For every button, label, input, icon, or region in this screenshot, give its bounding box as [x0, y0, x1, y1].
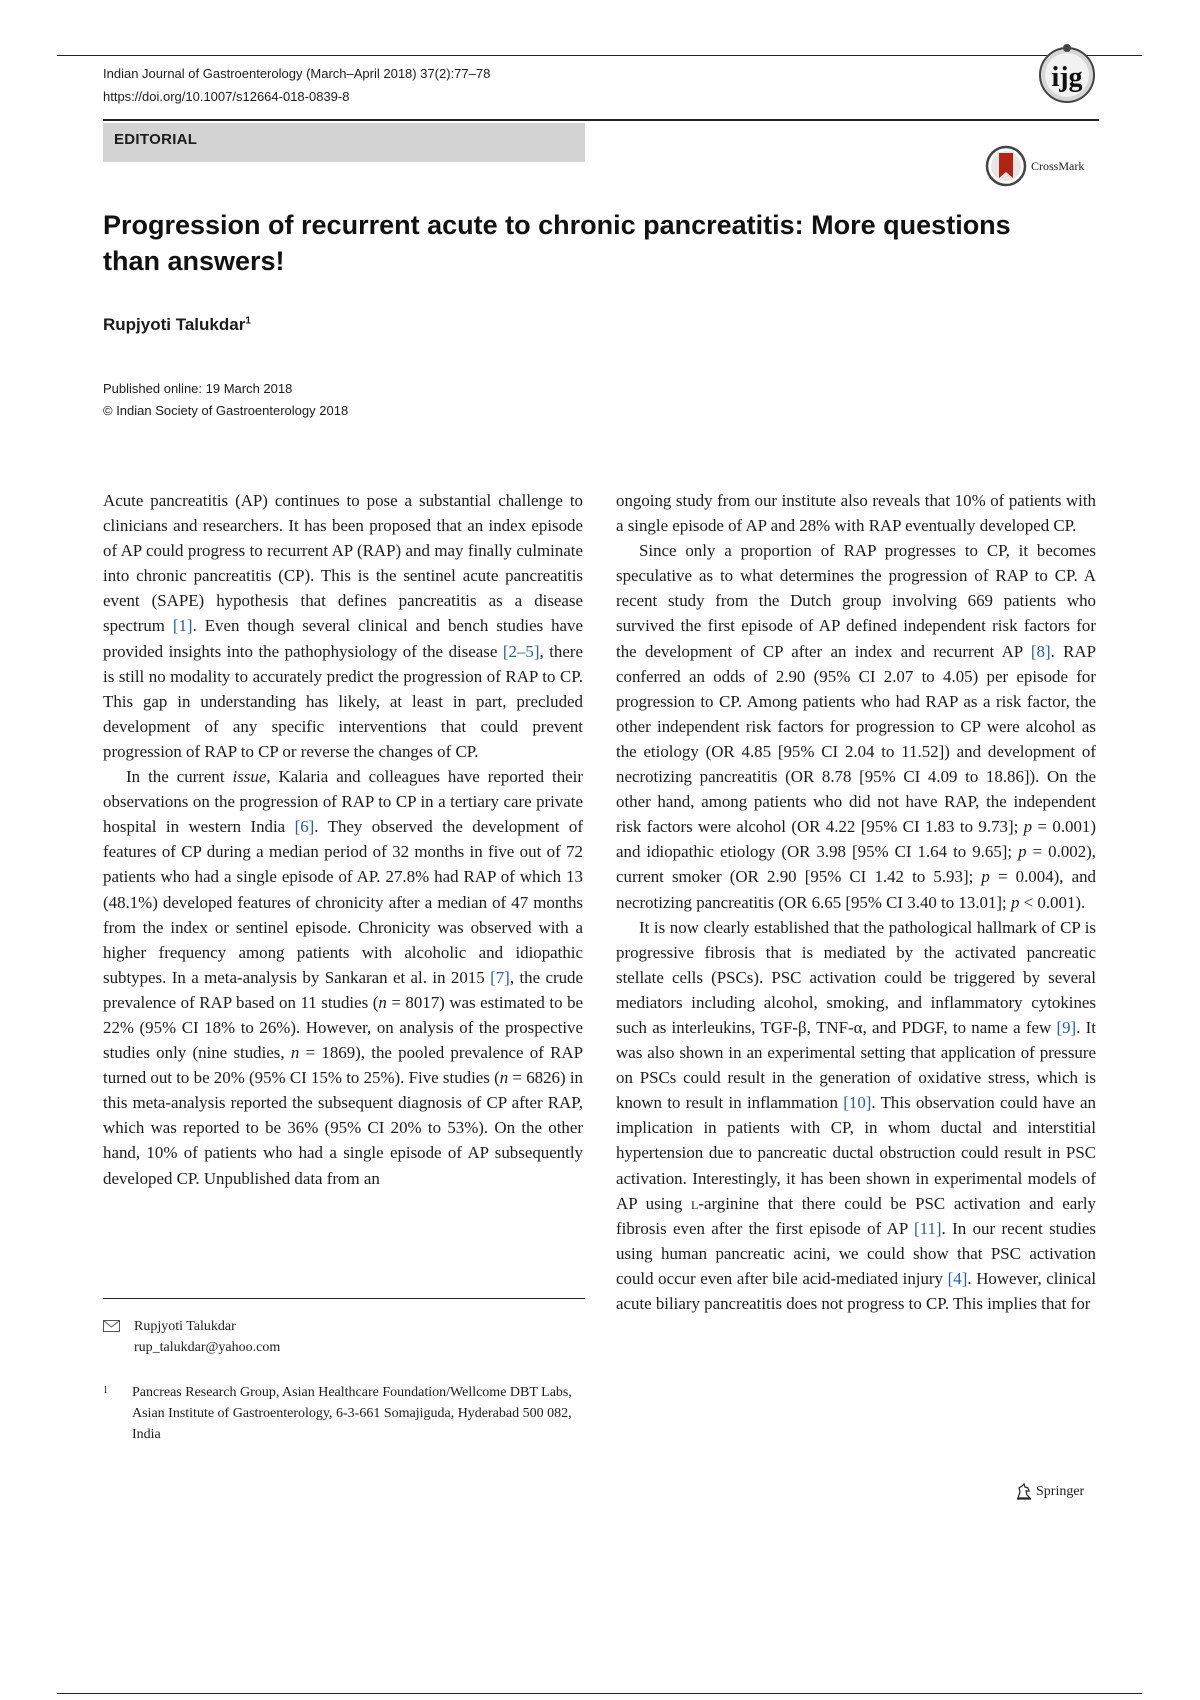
affiliation-footnote	[103, 1382, 585, 1445]
header-rule	[103, 119, 1099, 121]
logo-text: ijg	[1051, 62, 1083, 93]
envelope-icon	[103, 1320, 120, 1332]
publisher-name: Springer	[1036, 1484, 1085, 1499]
paragraph: Acute pancreatitis (AP) continues to pose a substantial challenge to clinicians and researchers. It has been proposed that an index episode of AP could progress to recurrent AP (RAP) and may finally culminate into chronic pancreatitis (CP). This is the sentinel acute pancreatitis event (SAPE) hypothesis that defines pancreatitis as a disease spectrum [1]. Even though several clinical and bench studies have provided insights into the pathophysiology of the disease [2–5], there is still no modality to accurately predict the progression of RAP to CP. This gap in understanding has likely, at least in part, precluded development of any specific interventions that could prevent progression of RAP to CP or reverse the changes of CP.	[103, 491, 583, 761]
journal-logo-icon	[1036, 42, 1098, 104]
crossmark-badge[interactable]	[985, 145, 1084, 187]
article-title: Progression of recurrent acute to chronic pancreatitis: More questions than answers!	[103, 210, 1011, 276]
top-rule	[57, 55, 1142, 56]
paragraph: Since only a proportion of RAP progresses to CP, it becomes speculative as to what determines the progression of RAP to CP. A recent study from the Dutch group involving 669 patients who survived the first episode of AP defined independent risk factors for the development of CP after an index and recurrent AP [8]. RAP conferred an odds of 2.90 (95% CI 2.07 to 4.05) per episode for progression to CP. Among patients who had RAP as a risk factor, the other independent risk factors for progression to CP were alcohol as the etiology (OR 4.85 [95% CI 2.04 to 11.52]) and development of necrotizing pancreatitis (OR 8.78 [95% CI 4.09 to 18.86]). On the other hand, among patients who did not have RAP, the independent risk factors were alcohol (OR 4.22 [95% CI 1.83 to 9.73]; p = 0.001) and idiopathic etiology (OR 3.98 [95% CI 1.64 to 9.65]; p = 0.002), current smoker (OR 2.90 [95% CI 1.42 to 5.93]; p = 0.004), and necrotizing pancreatitis (OR 6.65 [95% CI 3.40 to 13.01]; p < 0.001).	[616, 541, 1097, 912]
contact-name: Rupjyoti Talukdar	[134, 1319, 236, 1334]
affiliation-text: Pancreas Research Group, Asian Healthcare Foundation/Wellcome DBT Labs, Asian Institute of Gastroenterology, 6-3-661 Somajiguda, Hyderabad 500 082, India	[132, 1385, 572, 1442]
journal-header	[103, 62, 490, 108]
doi-link[interactable]: https://doi.org/10.1007/s12664-018-0839-8	[103, 89, 350, 104]
body-column-right	[616, 488, 1096, 1316]
paragraph: In the current issue, Kalaria and colleagues have reported their observations on the progression of RAP to CP in a tertiary care private hospital in western India [6]. They observed the development of features of CP during a median period of 32 months in five out of 72 patients who had a single episode of AP. 27.8% had RAP of which 13 (48.1%) developed features of chronicity after a median of 47 months from the index or sentinel episode. Chronicity was observed with a higher frequency among patients with alcoholic and idiopathic subtypes. In a meta-analysis by Sankaran et al. in 2015 [7], the crude prevalence of RAP based on 11 studies (n = 8017) was estimated to be 22% (95% CI 18% to 26%). However, on analysis of the prospective studies only (nine studies, n = 1869), the pooled prevalence of RAP turned out to be 20% (95% CI 15% to 25%). Five studies (n = 6826) in this meta-analysis reported the subsequent diagnosis of CP after RAP, which was reported to be 36% (95% CI 20% to 53%). On the other hand, 10% of patients who had a single episode of AP subsequently developed CP. Unpublished data from an	[103, 767, 584, 1188]
bottom-rule	[57, 1693, 1142, 1694]
publisher-mark	[1015, 1483, 1084, 1501]
paragraph: ongoing study from our institute also reveals that 10% of patients with a single episode of AP and 28% with RAP eventually developed CP.	[616, 491, 1096, 536]
crossmark-label: CrossMark	[1031, 158, 1085, 173]
paragraph: It is now clearly established that the pathological hallmark of CP is progressive fibrosis that is mediated by the activated pancreatic stellate cells (PSCs). PSC activation could be triggered by several mediators including alcohol, smoking, and inflammatory cytokines such as interleukins, TGF-β, TNF-α, and PDGF, to name a few [9]. It was also shown in an experimental setting that application of pressure on PSCs could result in the generation of oxidative stress, which is known to result in inflammation [10]. This observation could have an implication in patients with CP, in whom ductal and interstitial hypertension due to pancreatic ductal obstruction could result in PSC activation. Interestingly, it has been shown in experimental models of AP using l-arginine that there could be PSC activation and early fibrosis even after the first episode of AP [11]. In our recent studies using human pancreatic acini, we could show that PSC activation could occur even after bile acid-mediated injury [4]. However, clinical acute biliary pancreatitis does not progress to CP. This implies that for	[616, 917, 1097, 1313]
correspondence	[103, 1316, 280, 1358]
springer-horse-icon	[1015, 1483, 1033, 1501]
author	[103, 315, 251, 335]
publication-info	[103, 378, 348, 422]
contact-email[interactable]: rup_talukdar@yahoo.com	[134, 1340, 281, 1355]
author-affiliation-mark: 1	[245, 315, 251, 327]
author-name: Rupjyoti Talukdar	[103, 315, 246, 334]
footnote-rule	[103, 1298, 585, 1299]
crossmark-icon	[985, 145, 1027, 187]
section-label: EDITORIAL	[103, 123, 585, 162]
journal-citation: Indian Journal of Gastroenterology (March–April 2018) 37(2):77–78	[103, 66, 491, 81]
published-date: Published online: 19 March 2018	[103, 381, 293, 396]
affiliation-number: 1	[103, 1385, 108, 1396]
body-column-left	[103, 488, 583, 1191]
copyright: © Indian Society of Gastroenterology 2018	[103, 403, 349, 418]
